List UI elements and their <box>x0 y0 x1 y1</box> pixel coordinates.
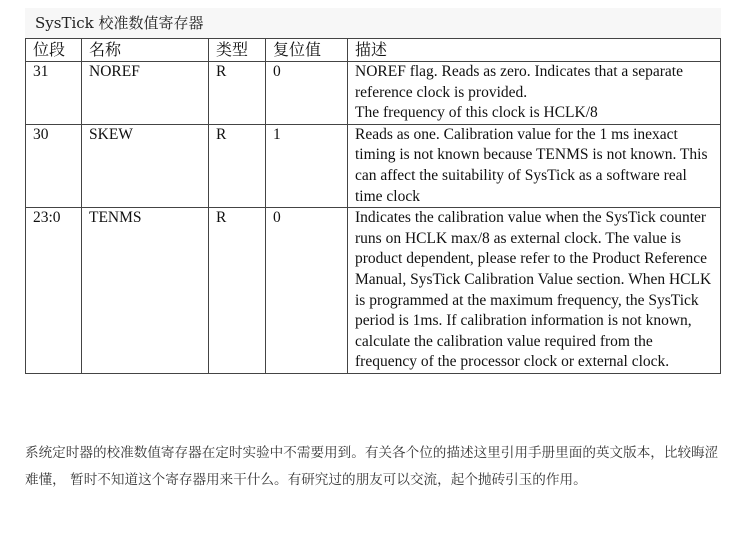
cell-type: R <box>209 124 266 207</box>
article-paragraph: 系统定时器的校准数值寄存器在定时实验中不需要用到。有关各个位的描述这里引用手册里面的英文版本，比较晦涩难懂， 暂时不知道这个寄存器用来干什么。有研究过的朋友可以交流，起个抛砖引玉的作用。 <box>25 445 719 488</box>
cell-bits: 31 <box>26 62 82 125</box>
cell-name: SKEW <box>82 124 209 207</box>
cell-type: R <box>209 62 266 125</box>
cell-reset: 1 <box>266 124 348 207</box>
cell-description <box>348 62 721 125</box>
header-type: 类型 <box>209 39 266 62</box>
cell-reset: 0 <box>266 62 348 125</box>
table-header-row <box>26 39 721 62</box>
register-figure <box>25 8 721 374</box>
description-text: NOREF flag. Reads as zero. Indicates that a separate reference clock is provided. <box>355 63 683 101</box>
header-reset: 复位值 <box>266 39 348 62</box>
register-table <box>25 38 721 374</box>
description-text: Indicates the calibration value when the SysTick counter runs on HCLK max/8 as external clock. The value is product dependent, please refer to the Product Reference Manual, SysTick Calibration Value section. When HCLK is programmed at the maximum frequency, the SysTick period is 1ms. If calibration information is not known, calculate the calibration value required from the frequency of the processor clock or external clock. <box>355 209 712 371</box>
cell-reset: 0 <box>266 208 348 374</box>
header-description: 描述 <box>348 39 721 62</box>
description-text: The frequency of this clock is HCLK/8 <box>355 104 598 122</box>
cell-bits: 23:0 <box>26 208 82 374</box>
cell-name: NOREF <box>82 62 209 125</box>
header-bits: 位段 <box>26 39 82 62</box>
table-row <box>26 208 721 374</box>
header-name: 名称 <box>82 39 209 62</box>
cell-type: R <box>209 208 266 374</box>
description-text: Reads as one. Calibration value for the 1 ms inexact timing is not known because TENMS is not known. This can affect the suitability of SysTick as a software real time clock <box>355 125 708 205</box>
table-row <box>26 62 721 125</box>
table-caption: SysTick 校准数值寄存器 <box>35 14 204 32</box>
table-row <box>26 124 721 207</box>
cell-description <box>348 208 721 374</box>
cell-description <box>348 124 721 207</box>
cell-name: TENMS <box>82 208 209 374</box>
cell-bits: 30 <box>26 124 82 207</box>
